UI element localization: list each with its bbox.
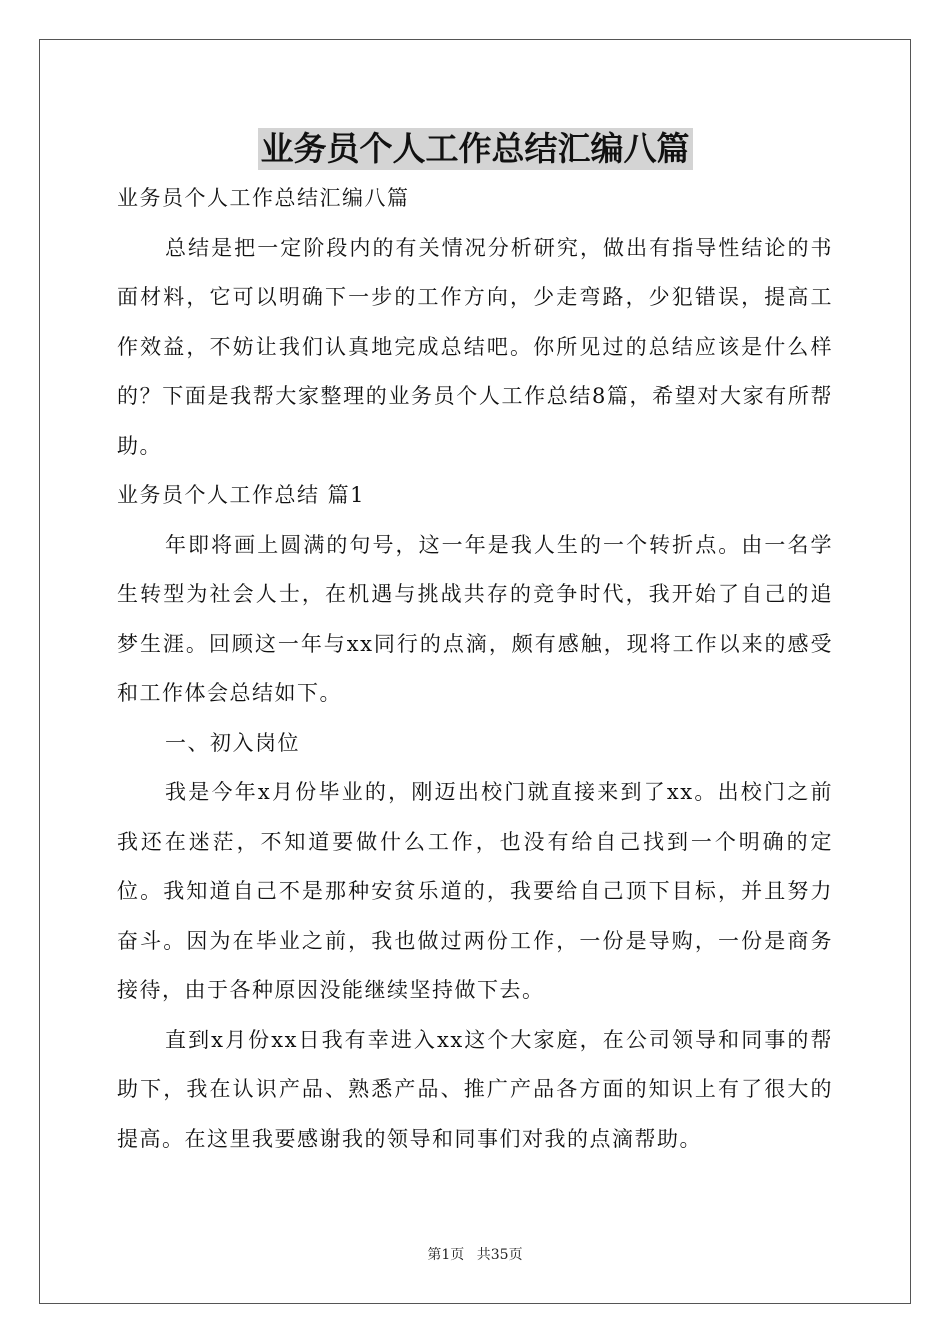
- body-paragraph: 我是今年x月份毕业的，刚迈出校门就直接来到了xx。出校门之前我还在迷茫，不知道要做什么工作，也没有给自己找到一个明确的定位。我知道自己不是那种安贫乐道的，我要给自己顶下目标，并且努力奋斗。因为在毕业之前，我也做过两份工作，一份是导购，一份是商务接待，由于各种原因没能继续坚持做下去。: [117, 780, 833, 1002]
- page-footer: [0, 1244, 950, 1264]
- section-heading: 业务员个人工作总结 篇1: [117, 483, 366, 507]
- title-container: [0, 128, 950, 170]
- document-subtitle: 业务员个人工作总结汇编八篇: [117, 186, 410, 210]
- total-pages-label: 共35页: [476, 1247, 523, 1263]
- current-page-label: 第1页: [427, 1247, 465, 1263]
- body-paragraph: 直到x月份xx日我有幸进入xx这个大家庭，在公司领导和同事的帮助下，我在认识产品、熟悉产品、推广产品各方面的知识上有了很大的提高。在这里我要感谢我的领导和同事们对我的点滴帮助。: [117, 1027, 833, 1151]
- document-body: [117, 174, 833, 1164]
- intro-paragraph: 总结是把一定阶段内的有关情况分析研究，做出有指导性结论的书面材料，它可以明确下一步的工作方向，少走弯路，少犯错误，提高工作效益，不妨让我们认真地完成总结吧。你所见过的总结应该是什么样的？下面是我帮大家整理的业务员个人工作总结8篇，希望对大家有所帮助。: [117, 235, 833, 458]
- document-title: 业务员个人工作总结汇编八篇: [258, 128, 693, 170]
- subsection-heading: 一、初入岗位: [165, 730, 300, 755]
- body-paragraph: 年即将画上圆满的句号，这一年是我人生的一个转折点。由一名学生转型为社会人士，在机遇与挑战共存的竞争时代，我开始了自己的追梦生涯。回顾这一年与xx同行的点滴，颇有感触，现将工作以来的感受和工作体会总结如下。: [117, 532, 833, 705]
